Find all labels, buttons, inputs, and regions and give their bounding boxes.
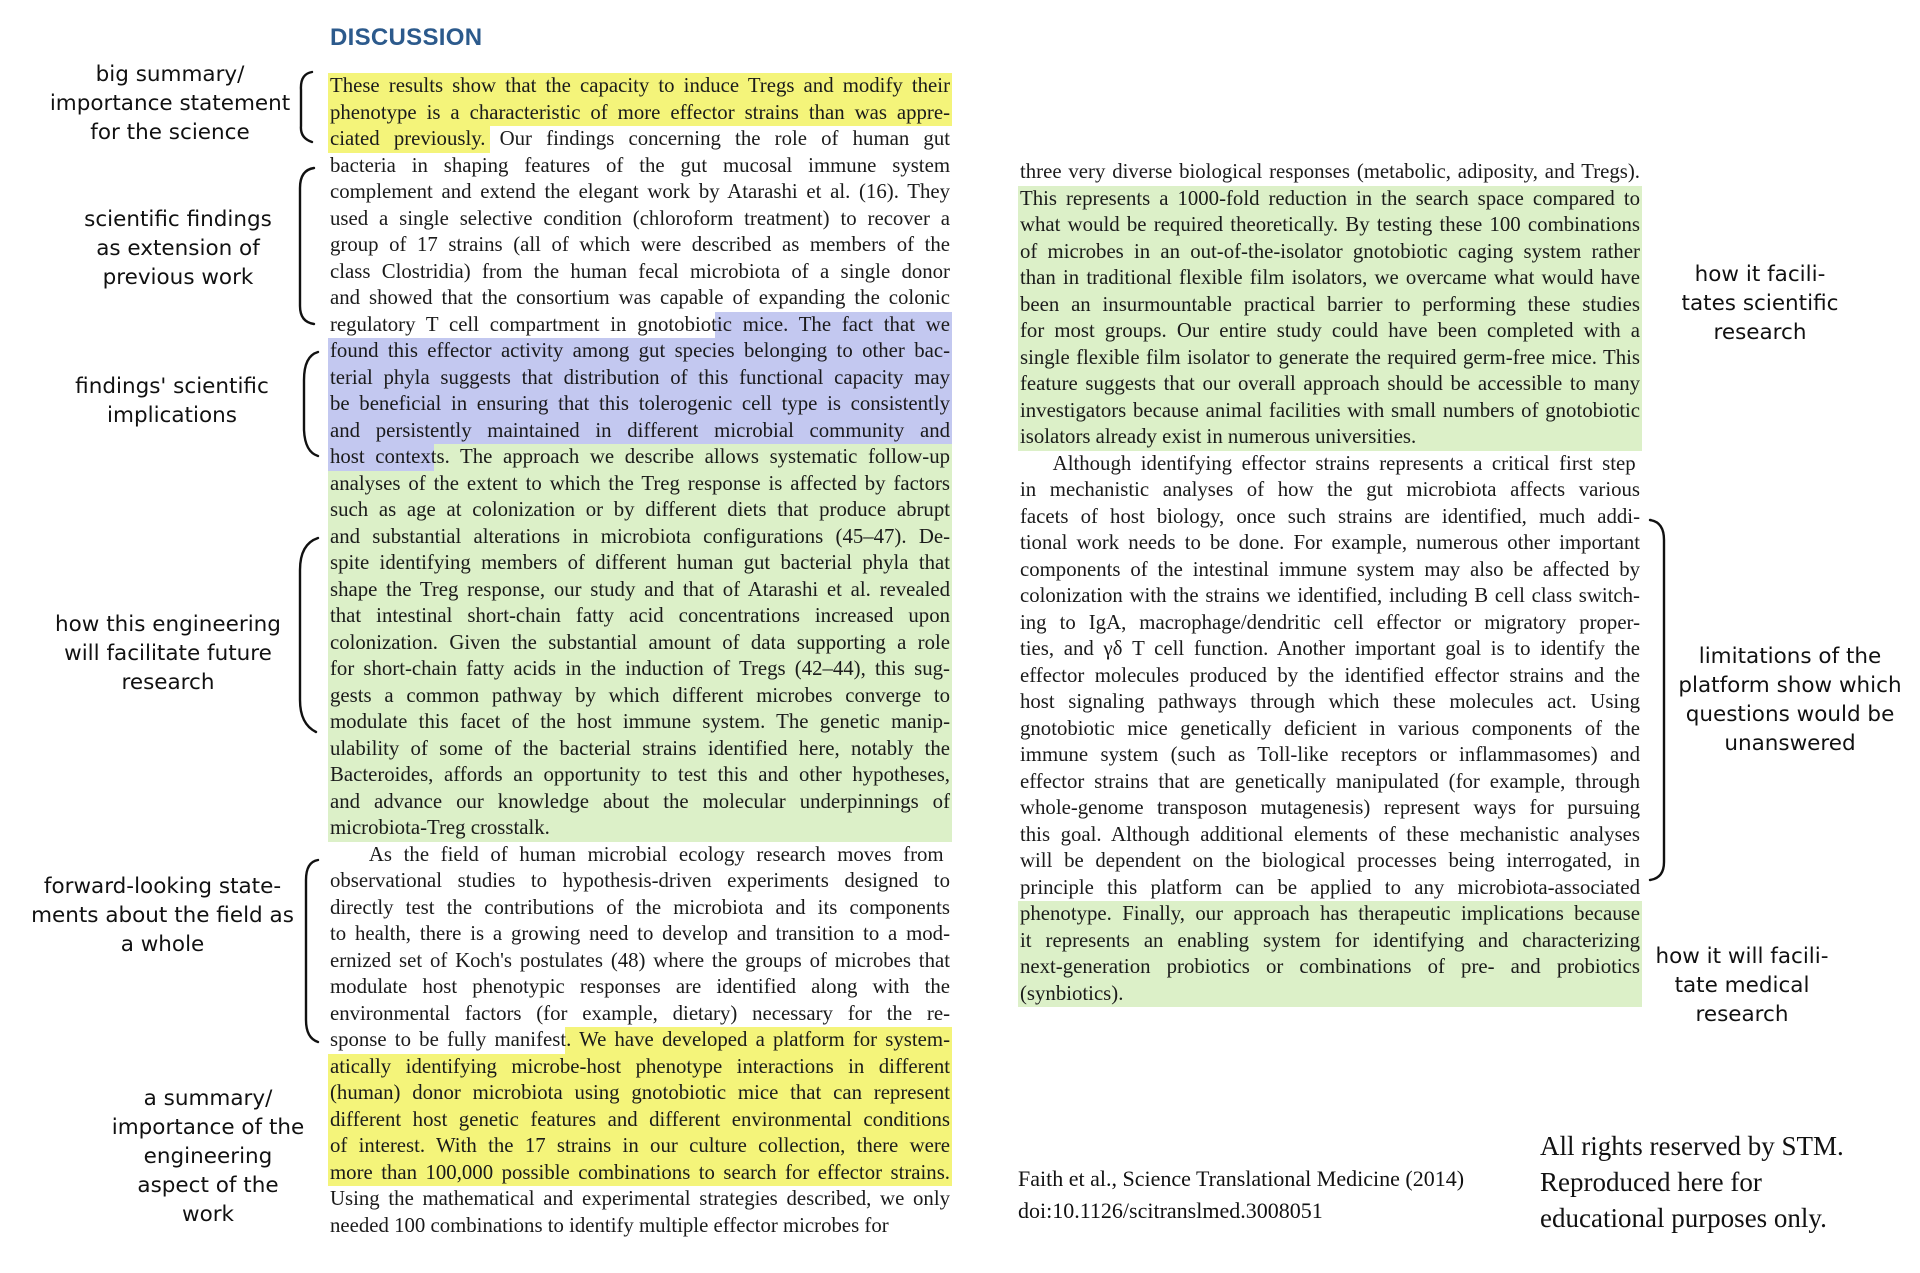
right-line: what would be required theoretically. By testing these 100 combinations xyxy=(1018,212,1642,239)
right-line: colonization with the strains we identified, including B cell class switch- xyxy=(1020,584,1640,607)
bracket-limitations xyxy=(1650,520,1664,880)
annotation-engineering-future: how this engineering will facilitate future research xyxy=(55,612,281,695)
bracket-engineering xyxy=(300,538,318,732)
left-line: Using the mathematical and experimental strategies described, we only xyxy=(330,1187,950,1210)
left-line: to health, there is a growing need to develop and transition to a mod- xyxy=(330,922,950,945)
left-line: ulability of some of the bacterial strains identified here, notably the xyxy=(328,736,952,763)
right-line: three very diverse biological responses (metabolic, adiposity, and Tregs). xyxy=(1020,160,1640,183)
left-line: shape the Treg response, our study and that of Atarashi et al. revealed xyxy=(328,577,952,604)
left-line: modulate this facet of the host immune system. The genetic manip- xyxy=(328,709,952,736)
right-line: components of the intestinal immune system may also be affected by xyxy=(1020,557,1640,581)
left-line: microbiota-Treg crosstalk. xyxy=(328,815,952,842)
left-line: atically identifying microbe-host phenotype interactions in different xyxy=(328,1054,952,1081)
right-line: host signaling pathways through which these molecules act. Using xyxy=(1020,690,1640,713)
left-line: such as age at colonization or by different diets that produce abrupt xyxy=(328,497,952,524)
right-line: been an insurmountable practical barrier to performing these studies xyxy=(1018,292,1642,319)
left-line: and advance our knowledge about the molecular underpinnings of xyxy=(328,789,952,816)
annotation-facilitates-research: how it facili- tates scientific research xyxy=(1681,262,1839,345)
left-line: observational studies to hypothesis-driven experiments designed to xyxy=(330,869,950,892)
right-line: of microbes in an out-of-the-isolator gnotobiotic caging system rather xyxy=(1018,239,1642,266)
annotation-forward-looking: forward-looking state- ments about the field as a whole xyxy=(31,874,294,957)
right-line: principle this platform can be applied to any microbiota-associated xyxy=(1020,875,1640,899)
right-line: investigators because animal facilities with small numbers of gnotobiotic xyxy=(1018,398,1642,425)
left-line: ciated previously. Our findings concerning the role of human gut xyxy=(328,126,952,153)
right-line: whole-genome transposon mutagenesis) represent ways for pursuing xyxy=(1020,796,1640,819)
right-line: it represents an enabling system for identifying and characterizing xyxy=(1018,928,1642,955)
right-line: ties, and γδ T cell function. Another important goal is to identify the xyxy=(1020,637,1640,660)
right-line: immune system (such as Toll-like receptors or inflammasomes) and xyxy=(1020,743,1640,766)
left-line: (human) donor microbiota using gnotobiotic mice that can represent xyxy=(328,1080,952,1107)
rights-notice: All rights reserved by STM. Reproduced here for educational purposes only. xyxy=(1540,1131,1844,1233)
left-line: spite identifying members of different human gut bacterial phyla that xyxy=(328,550,952,577)
left-line: host contexts. The approach we describe allows systematic follow-up xyxy=(328,444,952,471)
citation: Faith et al., Science Translational Medicine (2014) doi:10.1126/scitranslmed.3008051 xyxy=(1018,1166,1465,1223)
right-line: isolators already exist in numerous universities. xyxy=(1018,424,1642,451)
right-line: effector strains that are genetically manipulated (for example, through xyxy=(1020,769,1640,793)
left-line: used a single selective condition (chloroform treatment) to recover a xyxy=(330,206,950,230)
right-line: gnotobiotic mice genetically deficient in various components of the xyxy=(1020,716,1640,740)
annotation-medical-research: how it will facili- tate medical research xyxy=(1655,944,1829,1027)
section-heading: DISCUSSION xyxy=(330,24,483,51)
annotation-limitations: limitations of the platform show which questions would be unanswered xyxy=(1678,644,1902,756)
left-line: needed 100 combinations to identify multiple effector microbes for xyxy=(330,1213,889,1237)
right-line: phenotype. Finally, our approach has therapeutic implications because xyxy=(1018,901,1642,928)
left-line: sponse to be fully manifest. We have developed a platform for system- xyxy=(328,1027,952,1054)
right-line: for most groups. Our entire study could have been completed with a xyxy=(1018,318,1642,345)
left-line: be beneficial in ensuring that this tolerogenic cell type is consistently xyxy=(328,391,952,418)
left-line: complement and extend the elegant work by Atarashi et al. (16). They xyxy=(330,180,950,203)
left-line: and persistently maintained in different microbial community and xyxy=(328,418,952,445)
left-line: phenotype is a characteristic of more effector strains than was appre- xyxy=(328,100,952,127)
left-line: directly test the contributions of the microbiota and its components xyxy=(330,895,950,919)
annotation-big-summary: big summary/ importance statement for the science xyxy=(49,62,291,145)
left-line: colonization. Given the substantial amount of data supporting a role xyxy=(328,630,952,657)
bracket-big-summary xyxy=(301,72,312,142)
bracket-implications xyxy=(304,352,318,456)
left-line: for short-chain fatty acids in the induction of Tregs (42–44), this sug- xyxy=(328,656,952,683)
left-line: class Clostridia) from the human fecal microbiota of a single donor xyxy=(330,259,950,283)
left-line: Bacteroides, affords an opportunity to test this and other hypotheses, xyxy=(328,762,952,789)
right-line: Although identifying effector strains represents a critical first step xyxy=(1020,451,1636,475)
right-line: this goal. Although additional elements of these mechanistic analyses xyxy=(1020,822,1640,846)
left-line: As the field of human microbial ecology research moves from xyxy=(330,842,944,866)
left-line: and showed that the consortium was capable of expanding the colonic xyxy=(330,286,950,309)
left-line: group of 17 strains (all of which were described as members of the xyxy=(330,233,950,256)
right-line: tional work needs to be done. For example, numerous other important xyxy=(1020,531,1640,554)
right-line: effector molecules produced by the identified effector strains and the xyxy=(1020,663,1640,687)
right-line: facets of host biology, once such strains are identified, much addi- xyxy=(1020,504,1640,528)
left-line: ernized set of Koch's postulates (48) where the groups of microbes that xyxy=(330,948,950,972)
annotation-findings-implications: findings' scientific implications xyxy=(75,374,269,428)
left-line: analyses of the extent to which the Treg response is affected by factors xyxy=(328,471,952,498)
left-line: regulatory T cell compartment in gnotobiotic mice. The fact that we xyxy=(328,312,952,339)
right-line: than in traditional flexible film isolators, we overcame what would have xyxy=(1018,265,1642,292)
right-line: feature suggests that our overall approach should be accessible to many xyxy=(1018,371,1642,398)
annotation-scientific-findings: scientific findings as extension of previous work xyxy=(84,207,272,290)
left-line: and substantial alterations in microbiota configurations (45–47). De- xyxy=(328,524,952,551)
right-line: next-generation probiotics or combinations of pre- and probiotics xyxy=(1018,954,1642,981)
left-line: gests a common pathway by which different microbes converge to xyxy=(328,683,952,710)
right-line: This represents a 1000-fold reduction in the search space compared to xyxy=(1018,186,1642,213)
left-line: terial phyla suggests that distribution of this functional capacity may xyxy=(328,365,952,392)
right-line: ing to IgA, macrophage/dendritic cell effector or migratory proper- xyxy=(1020,610,1640,634)
left-line: different host genetic features and different environmental conditions xyxy=(328,1107,952,1134)
right-line: in mechanistic analyses of how the gut microbiota affects various xyxy=(1020,478,1640,501)
left-line: environmental factors (for example, dietary) necessary for the re- xyxy=(330,1001,950,1025)
right-line: (synbiotics). xyxy=(1018,981,1642,1008)
left-line: These results show that the capacity to induce Tregs and modify their xyxy=(328,73,952,100)
annotation-summary-engineering: a summary/ importance of the engineering aspect of the work xyxy=(111,1086,305,1227)
right-line: single flexible film isolator to generate the required germ-free mice. This xyxy=(1018,345,1642,372)
left-line: more than 100,000 possible combinations to search for effector strains. xyxy=(328,1160,952,1187)
bracket-forward xyxy=(306,860,318,1042)
left-line: that intestinal short-chain fatty acid concentrations increased upon xyxy=(328,603,952,630)
right-line: will be dependent on the biological processes being interrogated, in xyxy=(1020,849,1640,872)
left-line: of interest. With the 17 strains in our culture collection, there were xyxy=(328,1133,952,1160)
left-line: found this effector activity among gut species belonging to other bac- xyxy=(328,338,952,365)
left-line: bacteria in shaping features of the gut mucosal immune system xyxy=(330,153,950,177)
left-line: modulate host phenotypic responses are identified along with the xyxy=(330,975,950,998)
